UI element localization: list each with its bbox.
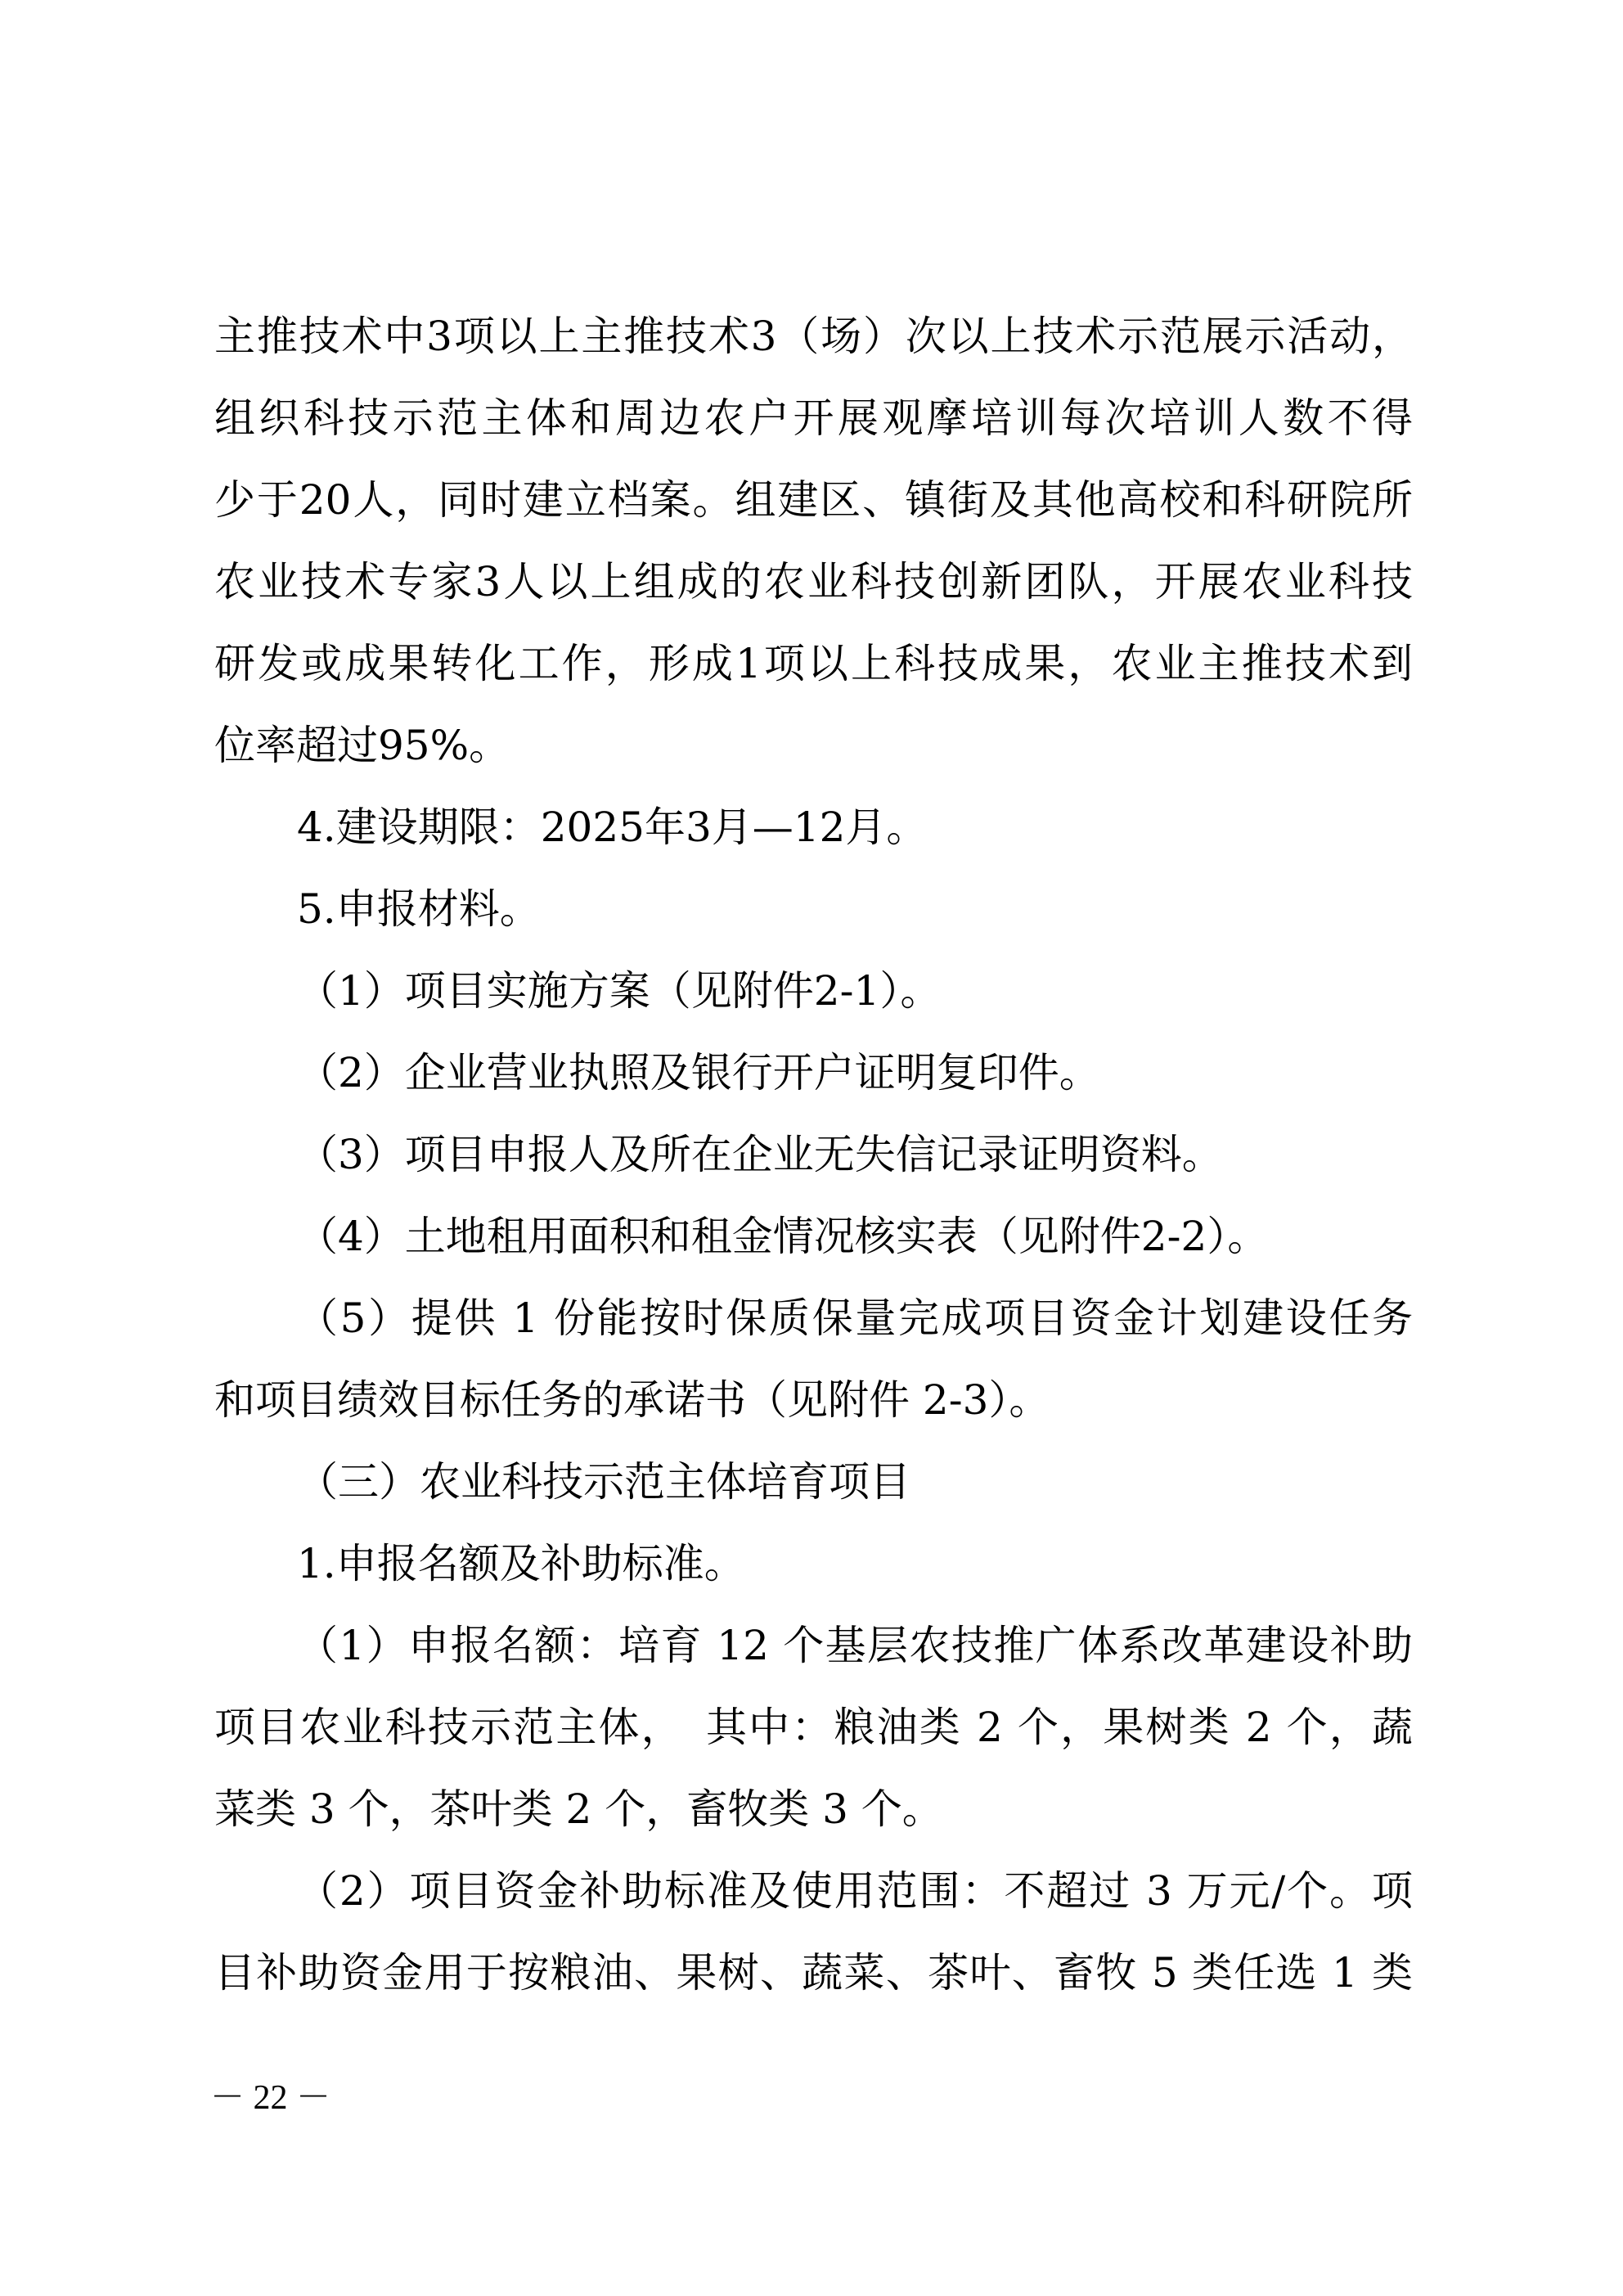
- list-item: （2）企业营业执照及银行开户证明复印件。: [297, 1049, 1100, 1096]
- text-line: 农业技术专家3人以上组成的农业科技创新团队，开展农业科技: [214, 558, 1413, 606]
- body-text: [214, 295, 1413, 2014]
- text-line: 组织科技示范主体和周边农户开展观摩培训每次培训人数不得: [214, 394, 1413, 442]
- list-item: （2）项目资金补助标准及使用范围：不超过 3 万元/个。项: [297, 1867, 1413, 1915]
- text-line: 主推技术中3项以上主推技术3（场）次以上技术示范展示活动，: [214, 313, 1413, 360]
- section-heading: （三）农业科技示范主体培育项目: [297, 1458, 910, 1506]
- section-item-construction-period: 4.建设期限：2025年3月—12月。: [297, 804, 928, 851]
- list-item: （4）土地租用面积和租金情况核实表（见附件2-2）。: [297, 1213, 1269, 1260]
- text-line: 和项目绩效目标任务的承诺书（见附件 2-3）。: [214, 1376, 1050, 1424]
- list-item: （5）提供 1 份能按时保质保量完成项目资金计划建设任务: [297, 1294, 1413, 1342]
- text-line: 位率超过95%。: [214, 722, 510, 769]
- list-item: （1）申报名额：培育 12 个基层农技推广体系改革建设补助: [297, 1622, 1413, 1669]
- text-line: 菜类 3 个，茶叶类 2 个，畜牧类 3 个。: [214, 1785, 943, 1833]
- text-line: 研发或成果转化工作，形成1项以上科技成果，农业主推技术到: [214, 640, 1413, 687]
- section-item-application-materials: 5.申报材料。: [297, 885, 541, 933]
- text-line: 项目农业科技示范主体， 其中：粮油类 2 个，果树类 2 个，蔬: [214, 1704, 1413, 1751]
- text-line: 目补助资金用于按粮油、果树、蔬菜、茶叶、畜牧 5 类任选 1 类: [214, 1949, 1413, 1997]
- list-item: （1）项目实施方案（见附件2-1）。: [297, 967, 942, 1015]
- list-item: （3）项目申报人及所在企业无失信记录证明资料。: [297, 1131, 1223, 1178]
- section-item-quota: 1.申报名额及补助标准。: [297, 1540, 745, 1587]
- text-line: 少于20人，同时建立档案。组建区、镇街及其他高校和科研院所: [214, 476, 1413, 524]
- page-number: － 22 －: [210, 2079, 331, 2117]
